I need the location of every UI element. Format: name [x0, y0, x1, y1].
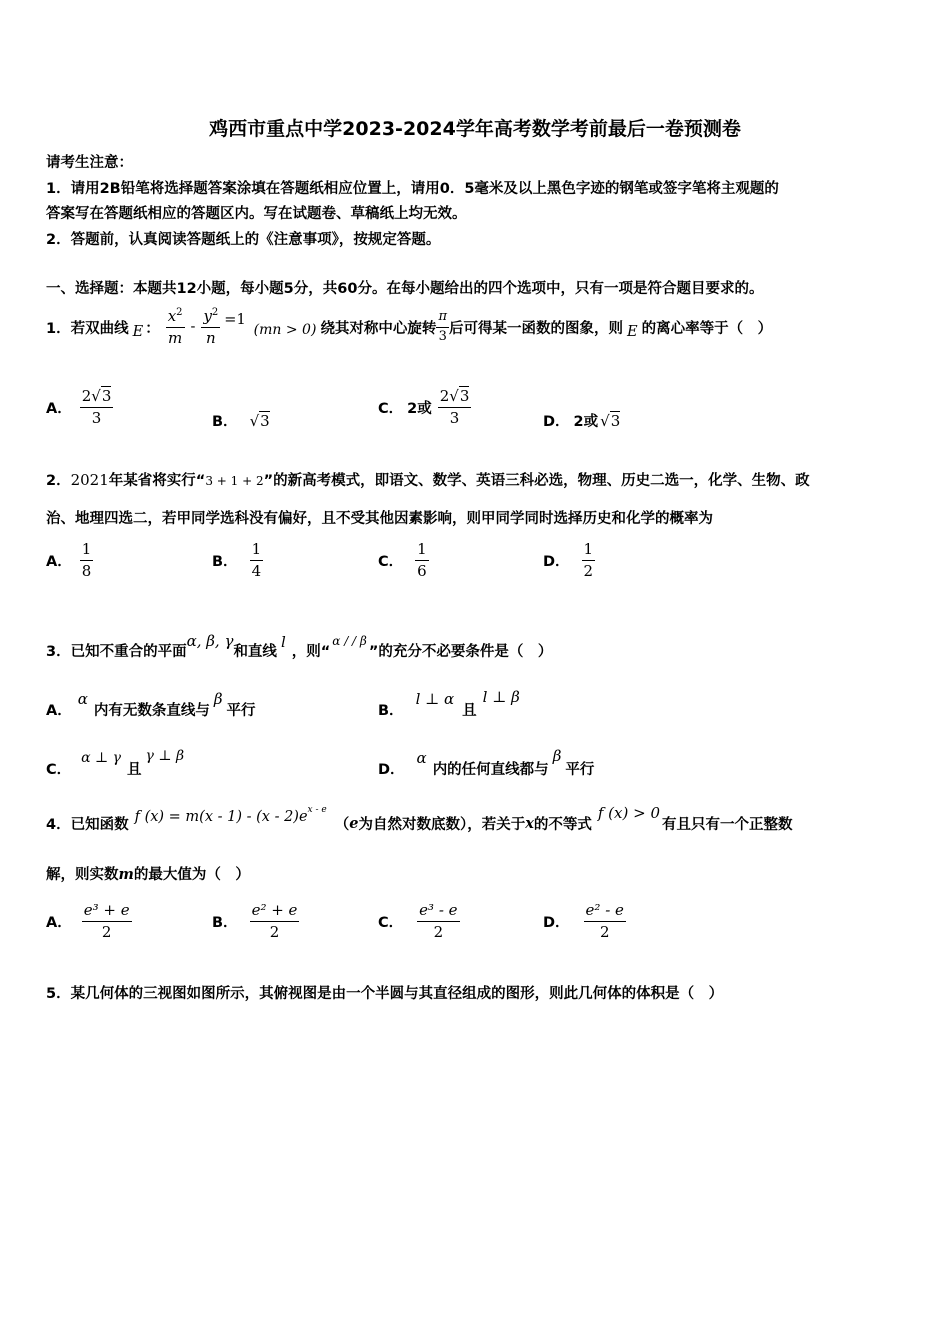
q1-mid: 绕其对称中心旋转: [320, 320, 437, 337]
q1-colon: ：: [145, 320, 160, 337]
q4-option-d[interactable]: D． $\frac{\text{e² - e}}{2}$: [543, 901, 624, 942]
q2-option-c[interactable]: C． $\frac{1}{6}$: [378, 540, 427, 581]
question-4-line-2: 解，则实数m的最大值为（ ）: [46, 866, 250, 883]
page-title: 鸡西市重点中学2023-2024学年高考数学考前最后一卷预测卷: [209, 118, 741, 140]
q3-option-c[interactable]: C． α ⊥ γ 且 γ ⊥ β: [46, 748, 185, 778]
q4-option-a[interactable]: A． $\frac{\text{e³ + e}}{2}$: [46, 901, 130, 942]
q2-option-d[interactable]: D． $\frac{1}{2}$: [543, 540, 594, 581]
notice-heading: 请考生注意：: [46, 155, 133, 171]
question-1: [46, 302, 772, 352]
q1-option-c[interactable]: C． 2或 $\frac{2√3}{3}$: [378, 387, 470, 428]
notice-item-1: 1．请用2B铅笔将选择题答案涂填在答题纸相应位置上，请用0．5毫米及以上黑色字迹的钢笔或签字笔将主观题的: [46, 181, 779, 197]
q3-option-a[interactable]: A． α 内有无数条直线与 β 平行: [46, 690, 256, 719]
q1-tail: 后可得某一函数的图象，则: [448, 320, 623, 337]
q1-var-e: E: [132, 324, 144, 340]
q1-tail2: 的离心率等于（ ）: [641, 320, 773, 337]
question-5: 5．某几何体的三视图如图所示，其俯视图是由一个半圆与其直径组成的图形，则此几何体的体积是（ ）: [46, 986, 724, 1002]
q1-lead: 1．若双曲线: [46, 320, 129, 337]
q1-frac-x: $\frac{x^2}{m}$: [167, 306, 183, 347]
notice-item-1-cont: 答案写在答题纸相应的答题区内。写在试题卷、草稿纸上均无效。: [46, 206, 467, 222]
q2-option-a[interactable]: A． $\frac{1}{8}$: [46, 540, 92, 581]
q3-option-b[interactable]: B． l ⊥ α 且 l ⊥ β: [378, 688, 520, 719]
notice-item-2: 2．答题前，认真阅读答题纸上的《注意事项》，按规定答题。: [46, 232, 441, 248]
q4-option-b[interactable]: B． $\frac{\text{e² + e}}{2}$: [212, 901, 298, 942]
q1-cond: (mn > 0): [253, 322, 317, 338]
q4-option-c[interactable]: C． $\frac{\text{e³ - e}}{2}$: [378, 901, 458, 942]
q1-option-a[interactable]: A． $\frac{2√3}{3}$: [46, 387, 112, 428]
q3-option-d[interactable]: D． α 内的任何直线都与 β 平行: [378, 747, 595, 778]
q1-option-b[interactable]: B． √3: [212, 411, 270, 430]
q2-option-b[interactable]: B． $\frac{1}{4}$: [212, 540, 262, 581]
question-2-line-1: 2．2021年某省将实行“3 + 1 + 2”的新高考模式，即语文、数学、英语三科必选，物理、历史二选一，化学、生物、政: [46, 471, 810, 489]
question-2-line-2: 治、地理四选二，若甲同学选科没有偏好，且不受其他因素影响，则甲同学同时选择历史和化学的概率为: [46, 511, 713, 527]
q1-eq: =1: [224, 312, 246, 328]
section-heading: 一、选择题：本题共12小题，每小题5分，共60分。在每小题给出的四个选项中，只有一项是符合题目要求的。: [46, 281, 764, 297]
q1-option-d[interactable]: D． 2或 √3: [543, 411, 621, 430]
question-4-line-1: 4．已知函数 f (x) = m(x - 1) - (x - 2)e x - e （ e 为自然对数底数），若关于 x 的不等式 f (x) > 0 有且只有一个正整数: [46, 804, 793, 833]
q1-frac-pi: $\frac{\pi}{3}$: [438, 308, 447, 344]
q1-minus: -: [190, 319, 196, 335]
q1-frac-y: $\frac{y^2}{n}$: [203, 306, 219, 347]
question-3: 3．已知不重合的平面 α, β, γ 和直线 l ，则“ α / / β ”的充分不必要条件是（ ）: [46, 632, 553, 660]
q1-var-e2: E: [626, 324, 638, 340]
